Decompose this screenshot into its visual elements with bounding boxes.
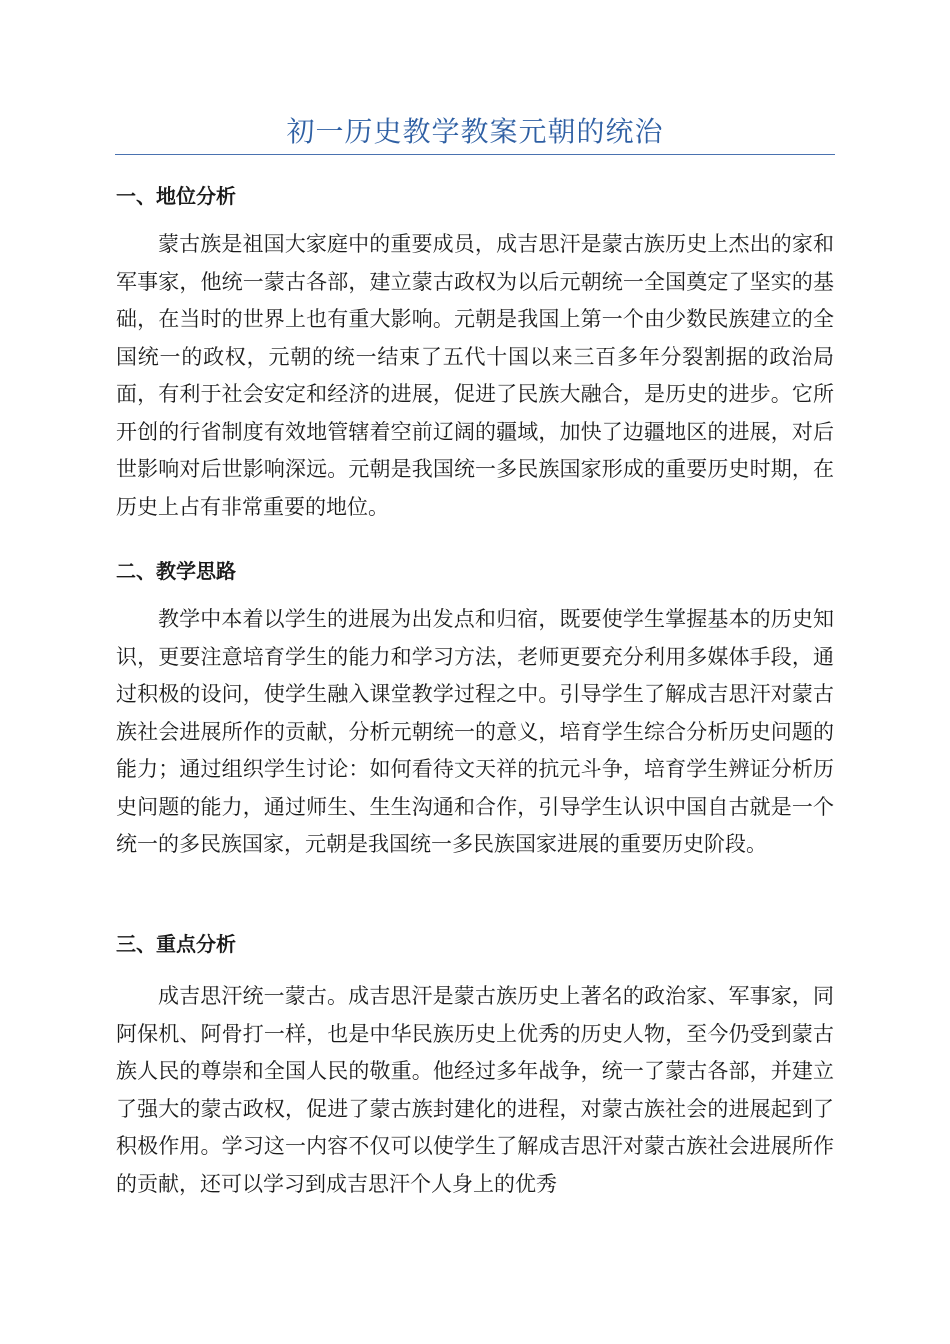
title-underline <box>115 154 835 155</box>
section-heading-position-analysis: 一、地位分析 <box>116 184 236 208</box>
section-body-teaching-approach: 教学中本着以学生的进展为出发点和归宿，既要使学生掌握基本的历史知识，更要注意培育学生的能力和学习方法，老师更要充分利用多媒体手段，通过积极的设问，使学生融入课堂教学过程之中。引导学生了解成吉思汗对蒙古族社会进展所作的贡献，分析元朝统一的意义，培育学生综合分析历史问题的能力；通过组织学生讨论：如何看待文天祥的抗元斗争，培育学生辨证分析历史问题的能力，通过师生、生生沟通和合作，引导学生认识中国自古就是一个统一的多民族国家，元朝是我国统一多民族国家进展的重要历史阶段。 <box>116 607 834 856</box>
section-body-key-points: 成吉思汗统一蒙古。成吉思汗是蒙古族历史上著名的政治家、军事家，同阿保机、阿骨打一样，也是中华民族历史上优秀的历史人物，至今仍受到蒙古族人民的尊崇和全国人民的敬重。他经过多年战争，统一了蒙古各部，并建立了强大的蒙古政权，促进了蒙古族封建化的进程，对蒙古族社会的进展起到了积极作用。学习这一内容不仅可以使学生了解成吉思汗对蒙古族社会进展所作的贡献，还可以学习到成吉思汗个人身上的优秀 <box>116 984 834 1196</box>
document-title: 初一历史教学教案元朝的统治 <box>286 115 664 148</box>
section-heading-key-points: 三、重点分析 <box>116 932 236 956</box>
section-heading-teaching-approach: 二、教学思路 <box>116 559 236 583</box>
section-body-position-analysis: 蒙古族是祖国大家庭中的重要成员，成吉思汗是蒙古族历史上杰出的家和军事家，他统一蒙古各部，建立蒙古政权为以后元朝统一全国奠定了坚实的基础，在当时的世界上也有重大影响。元朝是我国上第一个由少数民族建立的全国统一的政权，元朝的统一结束了五代十国以来三百多年分裂割据的政治局面，有利于社会安定和经济的进展，促进了民族大融合，是历史的进步。它所开创的行省制度有效地管辖着空前辽阔的疆域，加快了边疆地区的进展，对后世影响对后世影响深远。元朝是我国统一多民族国家形成的重要历史时期，在历史上占有非常重要的地位。 <box>116 232 834 519</box>
